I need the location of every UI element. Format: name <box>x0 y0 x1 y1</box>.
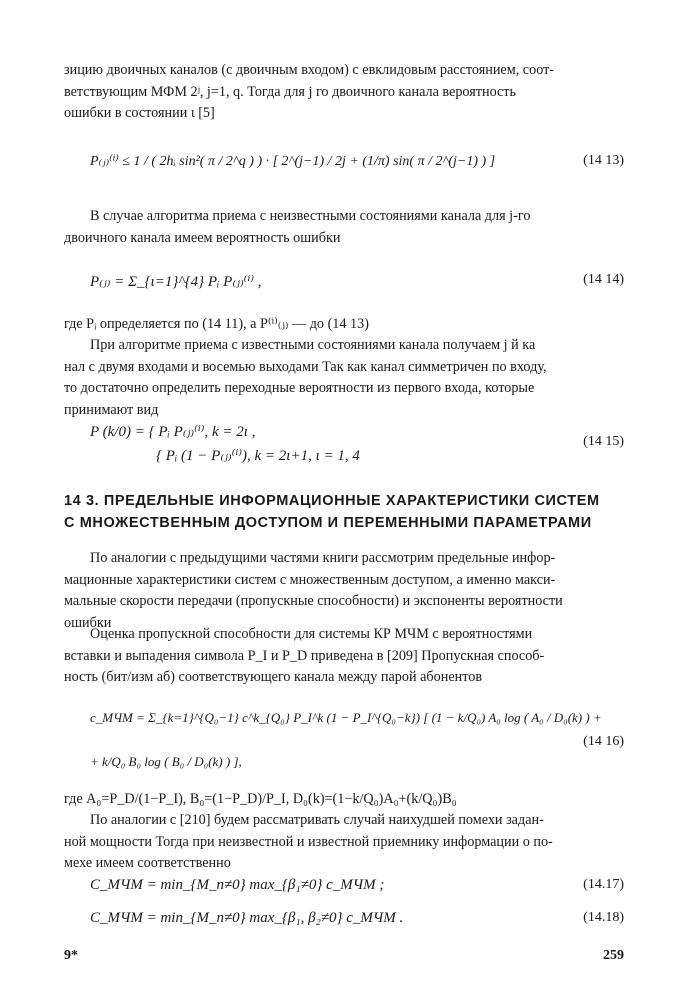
paragraph-definitions <box>64 789 624 811</box>
paragraph-analogy <box>64 548 624 634</box>
text-line: При алгоритме приема с известными состояниями канала получаем j й ка <box>90 337 536 353</box>
equation-14-14 <box>90 258 624 306</box>
paragraph-worst-noise <box>64 810 624 875</box>
text-line: принимают вид <box>64 401 159 418</box>
text-line: мальные скорости передачи (пропускные способности) и экспоненты вероятности <box>64 593 563 609</box>
section-heading <box>64 490 624 534</box>
page-number: 259 <box>603 948 624 963</box>
equation-number: (14 14) <box>583 272 624 287</box>
text-line: В случае алгоритма приема с неизвестными состояниями канала для j-го <box>90 208 531 224</box>
text-line: мехе имеем соответственно <box>64 855 231 871</box>
equation-14-16 <box>90 696 624 788</box>
paragraph-unknown-states <box>64 206 624 249</box>
equation-14-17 <box>90 873 624 903</box>
equation-number: (14.17) <box>583 877 624 892</box>
text-line: ошибки в состоянии ι [5] <box>64 105 215 121</box>
text-line: Оценка пропускной способности для системы КР МЧМ с вероятностями <box>90 626 533 642</box>
paragraph-known-states <box>64 335 624 421</box>
equation-number: (14.18) <box>583 910 624 925</box>
heading-line: 14 3. ПРЕДЕЛЬНЫЕ ИНФОРМАЦИОННЫЕ ХАРАКТЕРИСТИКИ СИСТЕМ <box>64 493 600 509</box>
signature-mark: 9* <box>64 948 78 963</box>
equation-number: (14 13) <box>583 153 624 168</box>
paragraph-intro <box>64 60 624 125</box>
text-line: По аналогии с [210] будем рассматривать случай наихудшей помехи задан- <box>90 812 544 828</box>
equation-line: + k/Q₀ B₀ log ( B₀ / D₀(k) ) ], <box>90 754 242 769</box>
equation-number: (14 16) <box>583 734 624 749</box>
equation-14-15 <box>90 418 624 470</box>
paragraph-where-pi <box>64 314 624 336</box>
equation-body: C_МЧМ = min_{M_п≠0} max_{β₁, β₂≠0} c_МЧМ . <box>90 910 404 926</box>
equation-14-13 <box>90 143 624 183</box>
equation-14-18 <box>90 906 624 936</box>
text-line: двоичного канала имеем вероятность ошибки <box>64 229 341 246</box>
text-line: где Pᵢ определяется по (14 11), а P⁽ⁱ⁾₍ⱼ₎ — до (14 13) <box>64 316 369 332</box>
text-line: зицию двоичных каналов (с двоичным входом) с евклидовым расстоянием, соот- <box>64 62 555 78</box>
equation-line: P (k/0) = { Pᵢ P₍ⱼ₎⁽ⁱ⁾, k = 2ι , <box>90 424 256 440</box>
equation-line: c_МЧМ = Σ_{k=1}^{Q₀−1} c^k_{Q₀} P_I^k (1 − P_I^{Q₀−k}) [ (1 − k/Q₀) A₀ log ( A₀ / D₀(k) ) + <box>90 710 602 725</box>
text-line: ность (бит/изм аб) соответствующего канала между парой абонентов <box>64 669 483 685</box>
heading-line: С МНОЖЕСТВЕННЫМ ДОСТУПОМ И ПЕРЕМЕННЫМИ ПАРАМЕТРАМИ <box>64 515 592 531</box>
text-line: то достаточно определить переходные вероятности из первого входа, которые <box>64 380 535 396</box>
equation-body: C_МЧМ = min_{M_п≠0} max_{β₁≠0} c_МЧМ ; <box>90 877 385 893</box>
equation-line: { Pᵢ (1 − P₍ⱼ₎⁽ⁱ⁾), k = 2ι+1, ι = 1, 4 <box>156 448 360 464</box>
text-line: ной мощности Тогда при неизвестной и известной приемнику информации о по- <box>64 833 553 850</box>
equation-number: (14 15) <box>583 434 624 449</box>
equation-body: P₍ⱼ₎⁽ⁱ⁾ ≤ 1 / ( 2hᵢ sin²( π / 2^q ) ) · [ 2^(j−1) / 2j + (1/π) sin( π / 2^(j−1) ) ] <box>90 154 496 169</box>
text-line: вставки и выпадения символа P_I и P_D приведена в [209] Пропускная способ- <box>64 647 545 664</box>
paragraph-capacity-estimate <box>64 624 624 689</box>
text-line: ошибки <box>64 614 112 631</box>
text-line: где A₀=P_D/(1−P_I), B₀=(1−P_D)/P_I, D₀(k)=(1−k/Q₀)A₀+(k/Q₀)B₀ <box>64 791 457 807</box>
text-line: мационные характеристики систем с множественным доступом, а именно макси- <box>64 571 556 588</box>
text-line: ветствующим МФМ 2ʲ, j=1, q. Тогда для j го двоичного канала вероятность <box>64 83 516 100</box>
text-line: По аналогии с предыдущими частями книги рассмотрим предельные инфор- <box>90 550 556 566</box>
text-line: нал с двумя входами и восемью выходами Так как канал симметричен по входу, <box>64 358 547 375</box>
equation-body: P₍ⱼ₎ = Σ_{ι=1}^{4} Pᵢ P₍ⱼ₎⁽ⁱ⁾ , <box>90 274 262 290</box>
